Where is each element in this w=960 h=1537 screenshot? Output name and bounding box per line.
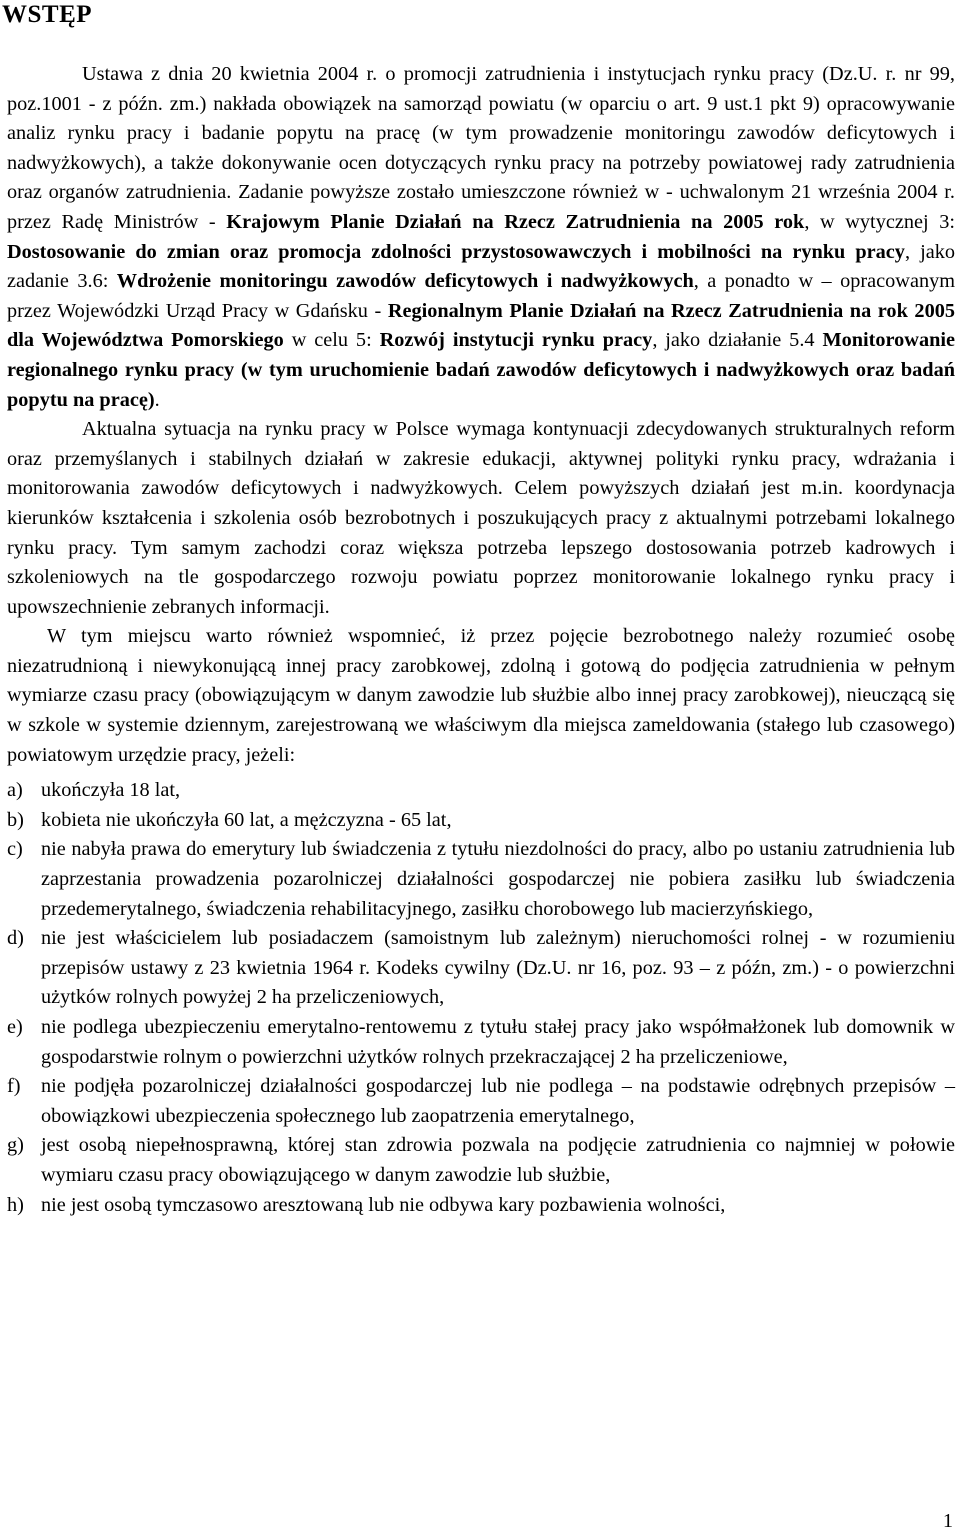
section-heading: WSTĘP xyxy=(2,1,93,28)
paragraph-legal-basis xyxy=(7,60,955,415)
bold-text-run: Rozwój instytucji rynku pracy xyxy=(379,329,653,352)
text-run: w celu 5: xyxy=(283,329,380,352)
list-item xyxy=(7,835,955,924)
list-item xyxy=(7,1131,955,1190)
list-marker: d) xyxy=(7,927,24,950)
page-number: 1 xyxy=(942,1510,953,1532)
bold-text-run: Dostosowanie do zmian oraz promocja zdolności przystosowawczych i mobilności na rynku pracy xyxy=(7,240,905,263)
list-marker: e) xyxy=(7,1016,23,1038)
list-marker: f) xyxy=(7,1075,21,1098)
bold-text-run: Monitorowanie regionalnego rynku pracy (w tym uruchomienie badań zawodów deficytowych i nadwyżkowych oraz badań popytu na pracę) xyxy=(7,329,956,411)
list-item-text: nie podjęła pozarolniczej działalności gospodarczej lub nie podlega – na podstawie odrębnych przepisów – obowiązkowi ubezpieczenia społecznego lub zaopatrzenia emerytalnego, xyxy=(41,1075,955,1127)
list-item-text: kobieta nie ukończyła 60 lat, a mężczyzna - 65 lat, xyxy=(41,808,452,831)
list-item-text: nie podlega ubezpieczeniu emerytalno-rentowemu z tytułu stałej pracy jako współmałżonek lub domownik w gospodarstwie rolnym o powierzchni użytków rolnych przekraczającej 2 ha przeliczeniowe, xyxy=(41,1016,955,1068)
bold-text-run: Krajowym Planie Działań na Rzecz Zatrudnienia na 2005 rok xyxy=(226,210,805,233)
text-run: . xyxy=(154,388,160,411)
list-item-text: jest osobą niepełnosprawną, której stan zdrowia pozwala na podjęcie zatrudnienia co najmniej w połowie wymiaru czasu pracy obowiązującego w danym zawodzie lub służbie, xyxy=(41,1134,955,1186)
bold-text-run: Wdrożenie monitoringu zawodów deficytowych i nadwyżkowych xyxy=(116,270,694,293)
text-run: , w wytycznej 3: xyxy=(804,210,956,233)
list-item-text: nie jest osobą tymczasowo aresztowaną lub nie odbywa kary pozbawienia wolności, xyxy=(41,1193,726,1216)
text-run: , jako zadanie 3.6: xyxy=(7,240,955,293)
text-run: , a ponadto w – opracowanym przez Wojewódzki Urząd Pracy w Gdańsku - xyxy=(7,270,956,322)
paragraph-unemployed-definition: W tym miejscu warto również wspomnieć, iż przez pojęcie bezrobotnego należy rozumieć osobę niezatrudnioną i niewykonującą innej pracy zarobkowej, zdolną i gotową do podjęcia zatrudnienia w pełnym wymiarze czasu pracy (obowiązującym w danym zawodzie lub służbie albo innej pracy zarobkowej), nieuczącą się w szkole w systemie dziennym, zarejestrowaną we właściwym dla miejsca zameldowania (stałego lub czasowego) powiatowym urzędzie pracy, jeżeli: xyxy=(7,625,955,766)
list-marker: a) xyxy=(7,779,23,802)
list-item xyxy=(7,1072,955,1131)
list-item xyxy=(7,924,955,1013)
list-item-text: ukończyła 18 lat, xyxy=(41,779,181,802)
list-item-text: nie jest właścicielem lub posiadaczem (samoistnym lub zależnym) nieruchomości rolnej - w rozumieniu przepisów ustawy z 23 kwietnia 1964 r. Kodeks cywilny (Dz.U. nr 16, poz. 93 – z późn, zm.) - o powierzchni użytków rolnych powyżej 2 ha przeliczeniowych, xyxy=(41,927,955,1009)
list-marker: b) xyxy=(7,808,24,831)
list-marker: g) xyxy=(7,1134,24,1157)
list-item xyxy=(7,806,955,836)
list-item xyxy=(7,1191,955,1221)
text-run: Ustawa z dnia 20 kwietnia 2004 r. o promocji zatrudnienia i instytucjach rynku pracy (Dz.U. r. nr 99, poz.1001 - z późn. zm.) nakłada obowiązek na samorząd powiatu (w oparciu o art. 9 ust.1 pkt 9) opracowywanie analiz rynku pracy i badanie popytu na pracę (w tym prowadzenie monitoringu zawodów deficytowych i nadwyżkowych), a także dokonywanie ocen dotyczących rynku pracy na potrzeby powiatowej rady zatrudnienia oraz organów zatrudnienia. Zadanie powyższe zostało umieszczone również w - uchwalonym 21 września 2004 r. przez Radę Ministrów - xyxy=(7,63,955,233)
list-item xyxy=(7,1013,955,1072)
text-run: , jako działanie 5.4 xyxy=(652,329,823,352)
list-marker: c) xyxy=(7,838,23,861)
list-item xyxy=(7,776,955,806)
document-body xyxy=(7,60,955,1220)
bold-text-run: Regionalnym Planie Działań na Rzecz Zatrudnienia na rok 2005 dla Województwa Pomorskiego xyxy=(7,299,955,352)
list-marker: h) xyxy=(7,1193,24,1216)
conditions-list xyxy=(7,776,955,1220)
list-item-text: nie nabyła prawa do emerytury lub świadczenia z tytułu niezdolności do pracy, albo po ustaniu zatrudnienia lub zaprzestania prowadzenia pozarolniczej działalności gospodarczej nie pobiera zasiłku lub świadczenia przedemerytalnego, świadczenia rehabilitacyjnego, zasiłku chorobowego lub macierzyńskiego, xyxy=(41,838,955,920)
paragraph-current-situation: Aktualna sytuacja na rynku pracy w Polsce wymaga kontynuacji zdecydowanych strukturalnych reform oraz przemyślanych i stabilnych działań w zakresie edukacji, aktywnej polityki rynku pracy, wdrażania i monitorowania zawodów deficytowych i nadwyżkowych. Celem powyższych działań jest m.in. koordynacja kierunków kształcenia i szkolenia osób bezrobotnych i poszukujących pracy z aktualnymi potrzebami lokalnego rynku pracy. Tym samym zachodzi coraz większa potrzeba lepszego dostosowania potrzeb kadrowych i szkoleniowych na tle gospodarczego rozwoju powiatu poprzez monitorowanie lokalnego rynku pracy i upowszechnienie zebranych informacji. xyxy=(7,418,955,618)
